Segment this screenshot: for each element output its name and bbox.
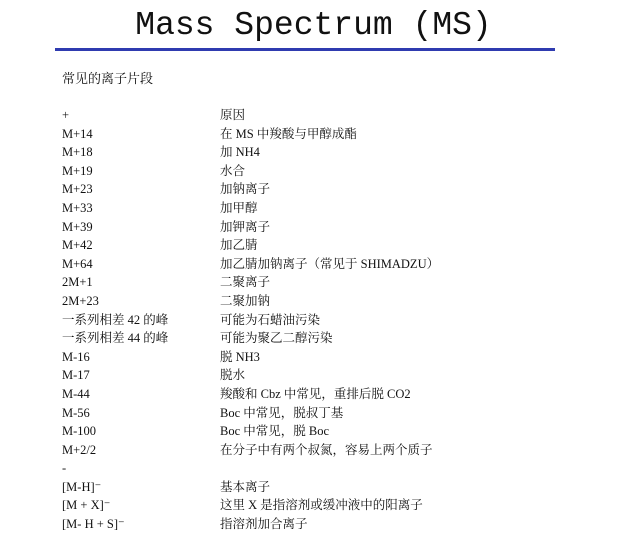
list-item [62, 459, 602, 478]
list-item [62, 329, 602, 348]
page-title: Mass Spectrum (MS) [135, 7, 492, 44]
ion-label: M-16 [62, 349, 90, 364]
list-item [62, 199, 602, 218]
ion-label: M+2/2 [62, 442, 97, 457]
ion-reason: 加甲醇 [220, 200, 258, 215]
ion-label: M+14 [62, 126, 93, 141]
list-item [62, 292, 602, 311]
ion-reason: 脱 NH3 [220, 349, 260, 364]
list-item [62, 515, 602, 534]
ion-reason: 加乙腈加钠离子（常见于 SHIMADZU） [220, 256, 440, 271]
ion-reason: Boc 中常见，脱 Boc [220, 424, 330, 439]
list-item [62, 385, 602, 404]
ion-label: M+39 [62, 219, 93, 234]
list-item [62, 106, 602, 125]
ion-label: 2M+1 [62, 275, 93, 290]
ion-reason: 加钠离子 [220, 182, 271, 197]
ion-reason: Boc 中常见，脱叔丁基 [220, 405, 344, 420]
list-item [62, 125, 602, 144]
ion-reason: 这里 X 是指溶剂或缓冲液中的阳离子 [220, 498, 423, 513]
ion-label: + [62, 108, 70, 122]
ion-label: M-56 [62, 405, 90, 420]
ion-reason: 羧酸和 Cbz 中常见，重排后脱 CO2 [220, 386, 411, 401]
ion-reason: 可能为聚乙二醇污染 [220, 331, 333, 346]
ion-label: M-44 [62, 386, 90, 401]
list-item [62, 348, 602, 367]
ion-label: [M-H]⁻ [62, 479, 102, 494]
list-item [62, 255, 602, 274]
ion-reason: 基本离子 [220, 479, 271, 494]
ion-reason: 加乙腈 [220, 238, 258, 253]
list-item [62, 496, 602, 515]
ion-reason: 水合 [220, 163, 246, 178]
list-item [62, 236, 602, 255]
ion-reason: 在分子中有两个叔氮，容易上两个质子 [220, 442, 433, 457]
list-item [62, 218, 602, 237]
ion-label: M+19 [62, 163, 93, 178]
ion-reason: 二聚离子 [220, 275, 271, 290]
list-item [62, 422, 602, 441]
ion-label: - [62, 461, 67, 476]
ion-reason: 在 MS 中羧酸与甲醇成酯 [220, 126, 357, 141]
ion-reason: 加 NH4 [220, 145, 260, 160]
list-item [62, 441, 602, 460]
title-underline [55, 48, 555, 51]
ion-label: M+33 [62, 200, 93, 215]
ion-fragment-list [62, 106, 602, 534]
list-item [62, 273, 602, 292]
ion-label: [M + X]⁻ [62, 498, 111, 513]
list-item [62, 143, 602, 162]
ion-label: M-100 [62, 424, 97, 439]
ion-label: M+64 [62, 256, 93, 271]
list-item [62, 162, 602, 181]
ion-label: M+23 [62, 182, 93, 197]
ion-reason: 二聚加钠 [220, 293, 271, 308]
ion-label: M+18 [62, 145, 93, 160]
ion-label: 2M+23 [62, 293, 99, 308]
ion-reason: 可能为石蜡油污染 [220, 312, 321, 327]
ion-label: 一系列相差 42 的峰 [62, 312, 169, 327]
list-item [62, 366, 602, 385]
ion-label: 一系列相差 44 的峰 [62, 331, 169, 346]
list-item [62, 311, 602, 330]
ion-reason: 指溶剂加合离子 [220, 517, 308, 532]
list-item [62, 404, 602, 423]
section-subtitle: 常见的离子片段 [62, 71, 154, 86]
list-item [62, 478, 602, 497]
ion-label: [M- H + S]⁻ [62, 517, 125, 532]
ion-label: M+42 [62, 238, 93, 253]
ion-reason: 加钾离子 [220, 219, 271, 234]
ion-reason: 原因 [220, 108, 246, 122]
list-item [62, 180, 602, 199]
ion-reason: 脱水 [220, 368, 246, 383]
ion-label: M-17 [62, 368, 90, 383]
